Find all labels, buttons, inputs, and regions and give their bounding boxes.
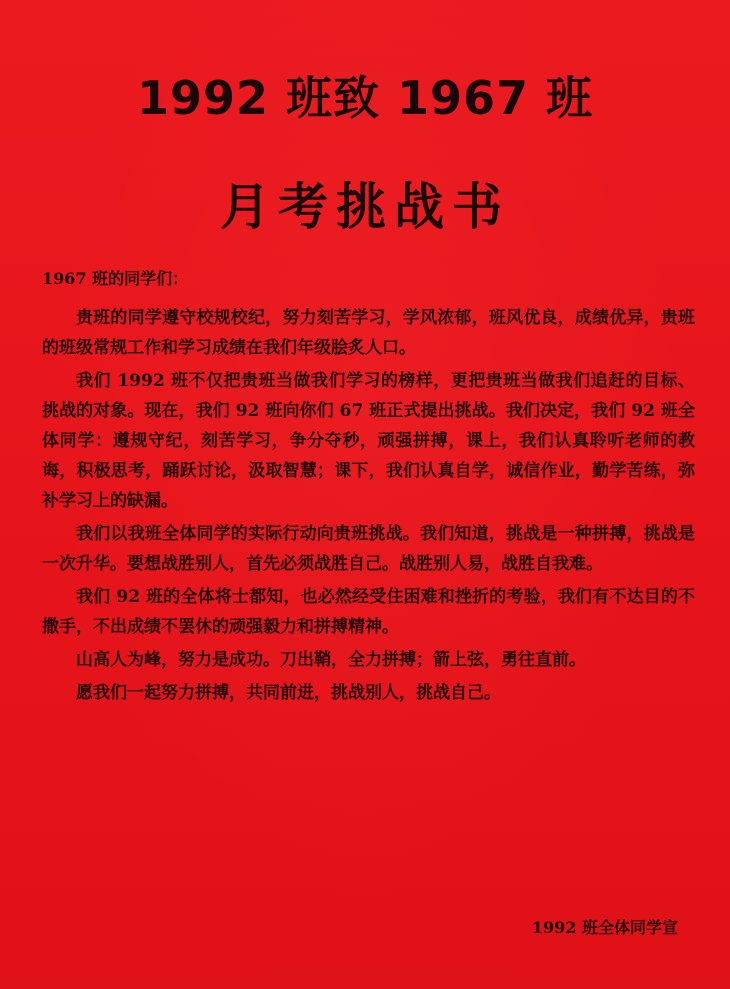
paragraph: 贵班的同学遵守校规校纪，努力刻苦学习，学风浓郁，班风优良，成绩优异，贵班的班级常规工作和学习成绩在我们年级脍炙人口。 (42, 308, 695, 358)
paragraph: 我们以我班全体同学的实际行动向贵班挑战。我们知道，挑战是一种拼搏，挑战是一次升华。要想战胜别人，首先必须战胜自己。战胜别人易，战胜自我难。 (42, 524, 695, 574)
paragraph: 愿我们一起努力拼搏，共同前进，挑战别人，挑战自己。 (76, 683, 501, 703)
title-line-1: 1992 班致 1967 班 (136, 71, 594, 125)
paragraph: 我们 92 班的全体将士都知，也必然经受住困难和挫折的考验，我们有不达目的不撒手，不出成绩不罢休的顽强毅力和拼搏精神。 (42, 587, 695, 637)
paragraph: 山高人为峰，努力是成功。刀出鞘，全力拼搏；箭上弦，勇往直前。 (76, 650, 586, 670)
title-line-2: 月考挑战书 (220, 177, 510, 236)
letter-body (42, 303, 695, 711)
signature: 1992 班全体同学宣 (531, 918, 678, 937)
salutation: 1967 班的同学们： (42, 269, 189, 288)
paragraph: 我们 1992 班不仅把贵班当做我们学习的榜样，更把贵班当做我们追赶的目标、挑战的对象。现在，我们 92 班向你们 67 班正式提出挑战。我们决定，我们 92 班全体同学：遵规守纪，刻苦学习，争分夺秒，顽强拼搏，课上，我们认真聆听老师的教诲，积极思考，踊跃讨论，汲取智慧；课下，我们认真自学，诚信作业，勤学苦练，弥补学习上的缺漏。 (42, 371, 695, 511)
